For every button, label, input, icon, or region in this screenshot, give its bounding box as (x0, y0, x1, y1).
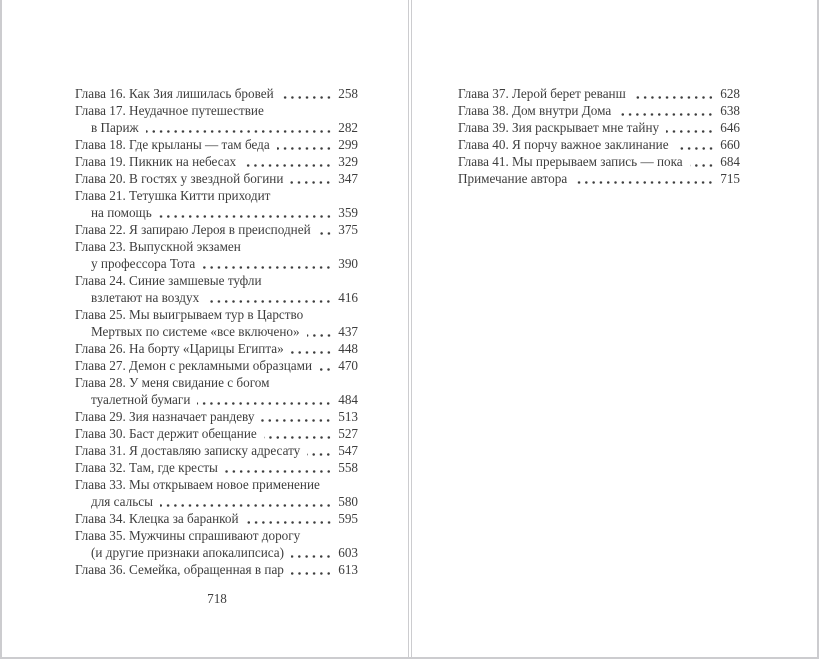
toc-entry-line (75, 442, 358, 459)
toc-entry-page: 646 (720, 120, 740, 135)
toc-entry-line (75, 153, 358, 170)
toc-entry-line (458, 85, 740, 102)
dot-leader (202, 255, 334, 272)
dot-leader (307, 323, 335, 340)
dot-leader (225, 459, 334, 476)
toc-entry-page: 258 (338, 86, 358, 101)
toc-entry-page: 547 (338, 443, 358, 458)
right-page (411, 0, 817, 657)
toc-entry-page: 448 (338, 341, 358, 356)
toc-entry-text: у профессора Тота (91, 256, 196, 271)
dot-leader (291, 544, 334, 561)
toc-entry-text: Глава 38. Дом внутри Дома (458, 103, 612, 118)
dot-leader (206, 289, 334, 306)
toc-entry-text: Глава 41. Мы прерываем запись — пока (458, 154, 683, 169)
dot-leader (246, 510, 335, 527)
toc-entry-page: 390 (338, 256, 358, 271)
toc-entry-page: 329 (338, 154, 358, 169)
toc-entry-text: Глава 40. Я порчу важное заклинание (458, 137, 669, 152)
toc-entry-text: Глава 23. Выпускной экзамен (75, 239, 241, 254)
toc-entry-line (75, 374, 358, 391)
toc-entry-line (75, 425, 358, 442)
toc-entry-page: 628 (720, 86, 740, 101)
toc-entry-page: 595 (338, 511, 358, 526)
toc-entry-page: 347 (338, 171, 358, 186)
toc-entry-text: Глава 39. Зия раскрывает мне тайну (458, 120, 660, 135)
toc-entry-page: 684 (720, 154, 740, 169)
dot-leader (160, 493, 334, 510)
toc-entry-text: Глава 26. На борту «Царицы Египта» (75, 341, 284, 356)
toc-entry-line (75, 204, 358, 221)
toc-entry-line (75, 170, 358, 187)
toc-entry-line (75, 527, 358, 544)
toc-entry-text: Глава 24. Синие замшевые туфли (75, 273, 262, 288)
dot-leader (633, 85, 716, 102)
toc-entry-line (75, 340, 358, 357)
toc-entry-page: 660 (720, 137, 740, 152)
toc-entry-line (75, 85, 358, 102)
dot-leader (574, 170, 716, 187)
toc-entry-text: Глава 25. Мы выигрываем тур в Царство (75, 307, 304, 322)
toc-entry-text: в Париж (91, 120, 139, 135)
toc-entry-page: 282 (338, 120, 358, 135)
toc-entry-text: Глава 20. В гостях у звездной богини (75, 171, 284, 186)
dot-leader (307, 442, 334, 459)
toc-entry-line (75, 459, 358, 476)
toc-entry-page: 484 (338, 392, 358, 407)
toc-entry-page: 558 (338, 460, 358, 475)
toc-entry-page: 613 (338, 562, 358, 577)
toc-entry-page: 359 (338, 205, 358, 220)
toc-entry-text: Примечание автора (458, 171, 568, 186)
toc-entry-line (75, 510, 358, 527)
toc-entry-text: (и другие признаки апокалипсиса) (91, 545, 285, 560)
dot-leader (291, 340, 335, 357)
toc-entry-line (458, 136, 740, 153)
toc-list-right (458, 85, 740, 187)
toc-entry-text: Глава 35. Мужчины спрашивают дорогу (75, 528, 301, 543)
dot-leader (290, 170, 334, 187)
toc-entry-text: на помощь (91, 205, 152, 220)
toc-entry-page: 603 (338, 545, 358, 560)
toc-entry-page: 527 (338, 426, 358, 441)
toc-entry-text: Глава 34. Клецка за баранкой (75, 511, 239, 526)
dot-leader (676, 136, 717, 153)
toc-entry-page: 299 (338, 137, 358, 152)
dot-leader (197, 391, 334, 408)
toc-entry-line (458, 119, 740, 136)
toc-entry-text: Глава 31. Я доставляю записку адресату (75, 443, 301, 458)
toc-entry-line (75, 289, 358, 306)
toc-entry-text: туалетной бумаги (91, 392, 191, 407)
toc-entry-text: Глава 33. Мы открываем новое применение (75, 477, 320, 492)
toc-entry-line (458, 102, 740, 119)
dot-leader (159, 204, 335, 221)
toc-entry-text: Глава 37. Лерой берет реванш (458, 86, 626, 101)
dot-leader (319, 357, 334, 374)
toc-entry-line (75, 306, 358, 323)
dot-leader (146, 119, 335, 136)
toc-entry-text: Глава 30. Баст держит обещание (75, 426, 257, 441)
toc-entry-line (75, 408, 358, 425)
toc-entry-text: Глава 18. Где крыланы — там беда (75, 137, 270, 152)
toc-entry-text: Глава 32. Там, где кресты (75, 460, 218, 475)
toc-entry-line (75, 561, 358, 578)
toc-entry-text: взлетают на воздух (91, 290, 200, 305)
toc-entry-page: 513 (338, 409, 358, 424)
toc-entry-page: 715 (720, 171, 740, 186)
toc-entry-text: Глава 27. Демон с рекламными образцами (75, 358, 313, 373)
toc-entry-text: Глава 36. Семейка, обращенная в пар (75, 562, 284, 577)
toc-entry-text: Глава 22. Я запираю Лероя в преисподней (75, 222, 311, 237)
dot-leader (264, 425, 334, 442)
toc-list-left (75, 85, 358, 578)
toc-entry-text: Глава 17. Неудачное путешествие (75, 103, 264, 118)
toc-entry-line (75, 187, 358, 204)
toc-entry-line (458, 170, 740, 187)
toc-entry-line (75, 391, 358, 408)
toc-entry-line (75, 136, 358, 153)
dot-leader (291, 561, 334, 578)
toc-entry-line (75, 544, 358, 561)
toc-entry-page: 580 (338, 494, 358, 509)
toc-entry-line (75, 272, 358, 289)
toc-entry-page: 375 (338, 222, 358, 237)
toc-entry-line (75, 493, 358, 510)
dot-leader (277, 136, 334, 153)
toc-entry-text: Глава 19. Пикник на небесах (75, 154, 237, 169)
dot-leader (618, 102, 716, 119)
toc-entry-text: для сальсы (91, 494, 153, 509)
toc-entry-text: Глава 16. Как Зия лишилась бровей (75, 86, 274, 101)
toc-entry-page: 437 (338, 324, 358, 339)
dot-leader (243, 153, 334, 170)
toc-entry-text: Глава 28. У меня свидание с богом (75, 375, 270, 390)
toc-entry-line (75, 476, 358, 493)
dot-leader (690, 153, 717, 170)
toc-entry-page: 416 (338, 290, 358, 305)
toc-entry-line (75, 238, 358, 255)
toc-entry-line (75, 102, 358, 119)
dot-leader (281, 85, 335, 102)
toc-entry-line (75, 119, 358, 136)
toc-entry-line (75, 323, 358, 340)
left-page (2, 0, 409, 657)
toc-entry-line (458, 153, 740, 170)
dot-leader (318, 221, 335, 238)
toc-entry-text: Глава 29. Зия назначает рандеву (75, 409, 255, 424)
toc-entry-page: 638 (720, 103, 740, 118)
page-folio: 718 (207, 591, 227, 606)
dot-leader (666, 119, 716, 136)
toc-entry-line (75, 221, 358, 238)
toc-entry-text: Мертвых по системе «все включено» (91, 324, 300, 339)
dot-leader (261, 408, 334, 425)
toc-entry-page: 470 (338, 358, 358, 373)
toc-entry-line (75, 255, 358, 272)
toc-entry-text: Глава 21. Тетушка Китти приходит (75, 188, 271, 203)
toc-entry-line (75, 357, 358, 374)
